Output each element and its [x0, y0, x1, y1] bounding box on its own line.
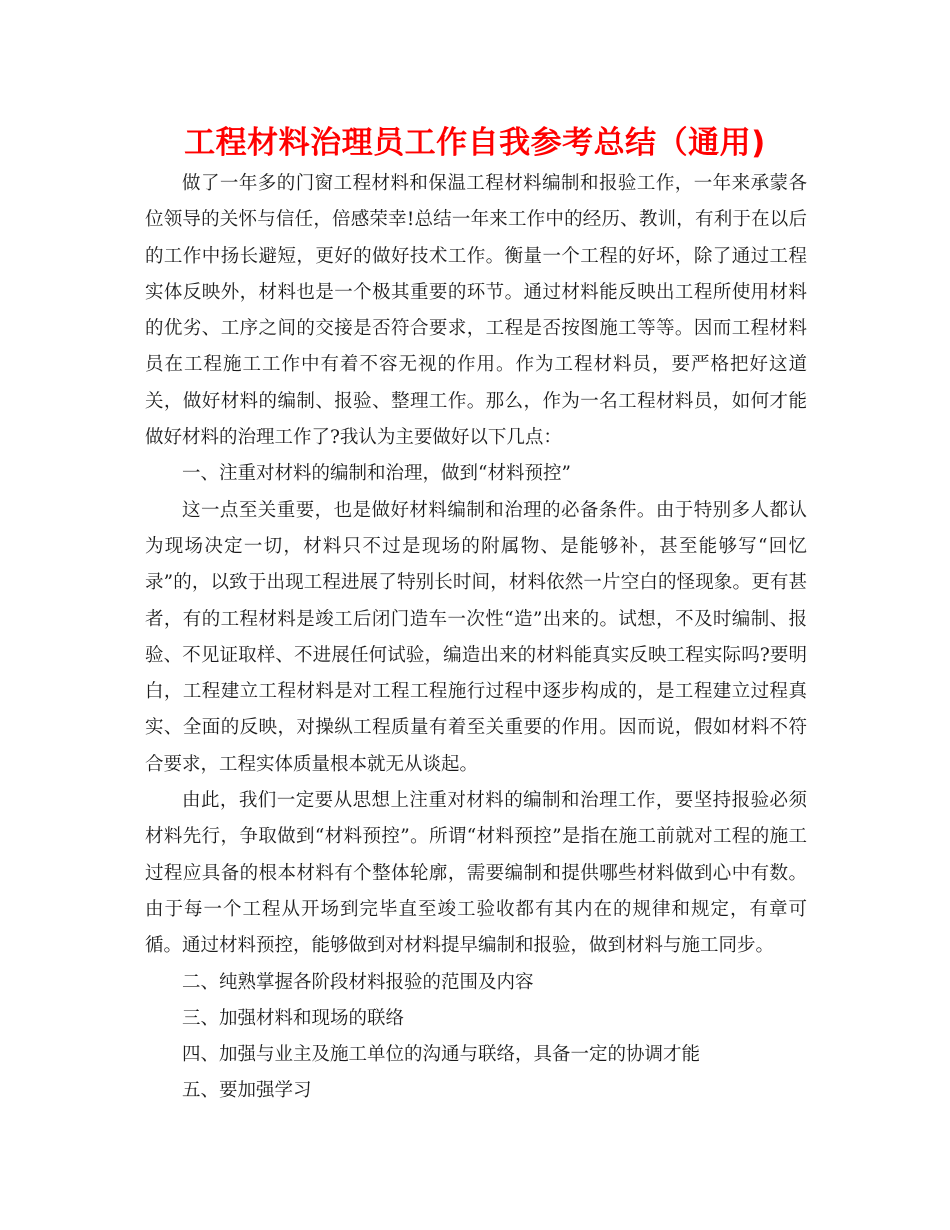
section-heading-1: 一、注重对材料的编制和治理，做到“材料预控” — [182, 463, 571, 485]
document-body — [145, 166, 807, 1110]
section-heading-5: 五、要加强学习 — [182, 1080, 312, 1102]
document-title: 工程材料治理员工作自我参考总结（通用) — [184, 125, 766, 161]
intro-paragraph: 做了一年多的门窗工程材料和保温工程材料编制和报验工作，一年来承蒙各位领导的关怀与信任，倍感荣幸!总结一年来工作中的经历、教训，有利于在以后的工作中扬长避短，更好的做好技术工作。衡量一个工程的好坏，除了通过工程实体反映外，材料也是一个极其重要的环节。通过材料能反映出工程所使用材料的优劣、工序之间的交接是否符合要求，工程是否按图施工等等。因而工程材料员在工程施工工作中有着不容无视的作用。作为工程材料员，要严格把好这道关，做好材料的编制、报验、整理工作。那么，作为一名工程材料员，如何才能做好材料的治理工作了?我认为主要做好以下几点： — [145, 173, 807, 449]
section-heading-2: 二、纯熟掌握各阶段材料报验的范围及内容 — [182, 971, 534, 993]
section-1-paragraph-2: 由此，我们一定要从思想上注重对材料的编制和治理工作，要坚持报验必须材料先行，争取做到“材料预控”。所谓“材料预控”是指在施工前就对工程的施工过程应具备的根本材料有个整体轮廓，需要编制和提供哪些材料做到心中有数。由于每一个工程从开场到完毕直至竣工验收都有其内在的规律和规定，有章可循。通过材料预控，能够做到对材料提早编制和报验，做到材料与施工同步。 — [145, 790, 807, 957]
section-heading-4: 四、加强与业主及施工单位的沟通与联络，具备一定的协调才能 — [182, 1044, 701, 1066]
section-heading-3: 三、加强材料和现场的联络 — [182, 1007, 405, 1029]
section-1-paragraph: 这一点至关重要，也是做好材料编制和治理的必备条件。由于特别多人都认为现场决定一切，材料只不过是现场的附属物、是能够补，甚至能够写“回忆录”的，以致于出现工程进展了特别长时间，材料依然一片空白的怪现象。更有甚者，有的工程材料是竣工后闭门造车一次性“造”出来的。试想，不及时编制、报验、不见证取样、不进展任何试验，编造出来的材料能真实反映工程实际吗?要明白，工程建立工程材料是对工程工程施行过程中逐步构成的，是工程建立过程真实、全面的反映，对操纵工程质量有着至关重要的作用。因而说，假如材料不符合要求，工程实体质量根本就无从谈起。 — [145, 499, 807, 775]
